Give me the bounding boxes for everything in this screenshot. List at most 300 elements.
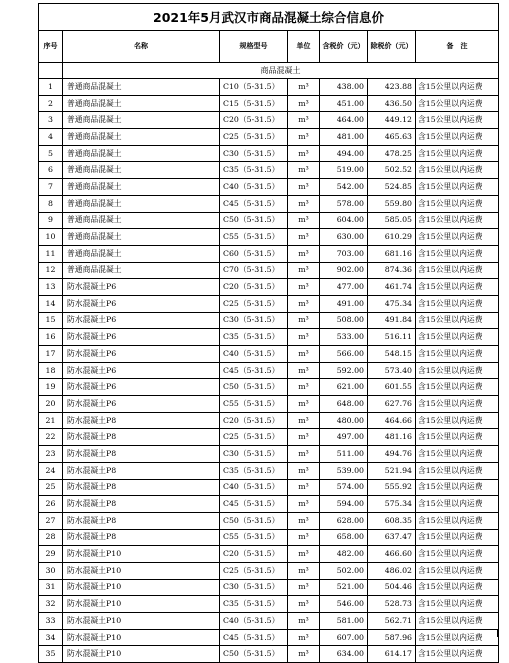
price-with-tax: 477.00: [320, 279, 368, 296]
material-name: 普通商品混凝土: [63, 95, 220, 112]
unit-cell: m³: [288, 295, 320, 312]
price-without-tax: 528.73: [368, 596, 416, 613]
spec-model: C10（5-31.5）: [220, 79, 288, 96]
spec-model: C25（5-31.5）: [220, 129, 288, 146]
header-note: 备 注: [416, 31, 499, 63]
row-number: 26: [39, 496, 63, 513]
row-number: 10: [39, 229, 63, 246]
unit-cell: m³: [288, 229, 320, 246]
table-row: [39, 112, 499, 129]
price-without-tax: 491.84: [368, 312, 416, 329]
price-without-tax: 575.34: [368, 496, 416, 513]
material-name: 防水混凝土P10: [63, 646, 220, 663]
unit-cell: m³: [288, 496, 320, 513]
price-without-tax: 449.12: [368, 112, 416, 129]
material-name: 普通商品混凝土: [63, 129, 220, 146]
material-name: 普通商品混凝土: [63, 262, 220, 279]
material-name: 防水混凝土P6: [63, 312, 220, 329]
table-row: [39, 579, 499, 596]
row-number: 2: [39, 95, 63, 112]
table-row: [39, 195, 499, 212]
unit-cell: m³: [288, 312, 320, 329]
price-without-tax: 587.96: [368, 629, 416, 646]
table-row: [39, 529, 499, 546]
spec-model: C60（5-31.5）: [220, 245, 288, 262]
material-name: 防水混凝土P10: [63, 629, 220, 646]
unit-cell: m³: [288, 379, 320, 396]
category-no-cell: [39, 63, 63, 79]
price-without-tax: 502.52: [368, 162, 416, 179]
unit-cell: m³: [288, 112, 320, 129]
material-name: 防水混凝土P8: [63, 496, 220, 513]
note-cell: 含15公里以内运费: [416, 295, 499, 312]
price-with-tax: 703.00: [320, 245, 368, 262]
header-name: 名称: [63, 31, 220, 63]
spec-model: C30（5-31.5）: [220, 145, 288, 162]
header-unit: 单位: [288, 31, 320, 63]
price-with-tax: 521.00: [320, 579, 368, 596]
material-name: 防水混凝土P10: [63, 546, 220, 563]
row-number: 11: [39, 245, 63, 262]
material-name: 普通商品混凝土: [63, 145, 220, 162]
spec-model: C55（5-31.5）: [220, 229, 288, 246]
stub-divider: [367, 629, 368, 637]
price-with-tax: 533.00: [320, 329, 368, 346]
table-row: [39, 245, 499, 262]
note-cell: 含15公里以内运费: [416, 112, 499, 129]
unit-cell: m³: [288, 346, 320, 363]
material-name: 防水混凝土P10: [63, 596, 220, 613]
spec-model: C45（5-31.5）: [220, 195, 288, 212]
note-cell: 含15公里以内运费: [416, 262, 499, 279]
material-name: 普通商品混凝土: [63, 245, 220, 262]
row-number: 32: [39, 596, 63, 613]
price-without-tax: 478.25: [368, 145, 416, 162]
material-name: 防水混凝土P10: [63, 562, 220, 579]
price-without-tax: 562.71: [368, 613, 416, 630]
unit-cell: m³: [288, 629, 320, 646]
table-row: [39, 329, 499, 346]
material-name: 防水混凝土P8: [63, 462, 220, 479]
price-without-tax: 481.16: [368, 429, 416, 446]
spec-model: C25（5-31.5）: [220, 429, 288, 446]
price-without-tax: 614.17: [368, 646, 416, 663]
table-row: [39, 446, 499, 463]
price-without-tax: 874.36: [368, 262, 416, 279]
table-row: [39, 613, 499, 630]
note-cell: 含15公里以内运费: [416, 229, 499, 246]
price-without-tax: 465.63: [368, 129, 416, 146]
material-name: 防水混凝土P6: [63, 279, 220, 296]
price-with-tax: 464.00: [320, 112, 368, 129]
unit-cell: m³: [288, 479, 320, 496]
note-cell: 含15公里以内运费: [416, 562, 499, 579]
spec-model: C50（5-31.5）: [220, 512, 288, 529]
stub-divider: [415, 629, 416, 637]
note-cell: 含15公里以内运费: [416, 596, 499, 613]
note-cell: 含15公里以内运费: [416, 145, 499, 162]
row-number: 17: [39, 346, 63, 363]
spec-model: C70（5-31.5）: [220, 262, 288, 279]
unit-cell: m³: [288, 579, 320, 596]
note-cell: 含15公里以内运费: [416, 162, 499, 179]
table-row: [39, 546, 499, 563]
unit-cell: m³: [288, 212, 320, 229]
note-cell: 含15公里以内运费: [416, 379, 499, 396]
row-number: 19: [39, 379, 63, 396]
stub-divider: [319, 629, 320, 637]
table-row: [39, 346, 499, 363]
material-name: 防水混凝土P8: [63, 446, 220, 463]
price-without-tax: 559.80: [368, 195, 416, 212]
price-with-tax: 502.00: [320, 562, 368, 579]
row-number: 9: [39, 212, 63, 229]
material-name: 普通商品混凝土: [63, 195, 220, 212]
material-name: 普通商品混凝土: [63, 112, 220, 129]
price-with-tax: 902.00: [320, 262, 368, 279]
row-number: 4: [39, 129, 63, 146]
table-row: [39, 162, 499, 179]
note-cell: 含15公里以内运费: [416, 279, 499, 296]
table-row: [39, 462, 499, 479]
price-without-tax: 504.46: [368, 579, 416, 596]
note-cell: 含15公里以内运费: [416, 479, 499, 496]
material-name: 普通商品混凝土: [63, 79, 220, 96]
row-number: 21: [39, 412, 63, 429]
spec-model: C40（5-31.5）: [220, 479, 288, 496]
row-number: 25: [39, 479, 63, 496]
price-with-tax: 628.00: [320, 512, 368, 529]
price-with-tax: 494.00: [320, 145, 368, 162]
price-without-tax: 524.85: [368, 179, 416, 196]
price-without-tax: 466.60: [368, 546, 416, 563]
note-cell: 含15公里以内运费: [416, 346, 499, 363]
row-number: 3: [39, 112, 63, 129]
row-number: 34: [39, 629, 63, 646]
spec-model: C20（5-31.5）: [220, 112, 288, 129]
material-name: 防水混凝土P10: [63, 579, 220, 596]
price-with-tax: 482.00: [320, 546, 368, 563]
table-row: [39, 312, 499, 329]
unit-cell: m³: [288, 195, 320, 212]
material-name: 防水混凝土P10: [63, 613, 220, 630]
row-number: 13: [39, 279, 63, 296]
unit-cell: m³: [288, 613, 320, 630]
price-with-tax: 658.00: [320, 529, 368, 546]
material-name: 防水混凝土P6: [63, 379, 220, 396]
row-number: 5: [39, 145, 63, 162]
spec-model: C40（5-31.5）: [220, 346, 288, 363]
material-name: 防水混凝土P6: [63, 396, 220, 413]
price-without-tax: 521.94: [368, 462, 416, 479]
spec-model: C40（5-31.5）: [220, 613, 288, 630]
table-row: [39, 646, 499, 663]
material-name: 防水混凝土P6: [63, 329, 220, 346]
spec-model: C45（5-31.5）: [220, 496, 288, 513]
unit-cell: m³: [288, 446, 320, 463]
material-name: 普通商品混凝土: [63, 162, 220, 179]
price-with-tax: 592.00: [320, 362, 368, 379]
spec-model: C40（5-31.5）: [220, 179, 288, 196]
price-with-tax: 511.00: [320, 446, 368, 463]
row-number: 33: [39, 613, 63, 630]
stub-divider: [219, 629, 220, 637]
price-with-tax: 519.00: [320, 162, 368, 179]
price-with-tax: 578.00: [320, 195, 368, 212]
spec-model: C35（5-31.5）: [220, 596, 288, 613]
price-with-tax: 508.00: [320, 312, 368, 329]
unit-cell: m³: [288, 596, 320, 613]
unit-cell: m³: [288, 512, 320, 529]
row-number: 12: [39, 262, 63, 279]
note-cell: 含15公里以内运费: [416, 245, 499, 262]
unit-cell: m³: [288, 129, 320, 146]
material-name: 普通商品混凝土: [63, 212, 220, 229]
table-row: [39, 596, 499, 613]
note-cell: 含15公里以内运费: [416, 579, 499, 596]
row-number: 6: [39, 162, 63, 179]
note-cell: 含15公里以内运费: [416, 629, 499, 646]
price-with-tax: 634.00: [320, 646, 368, 663]
price-without-tax: 627.76: [368, 396, 416, 413]
price-with-tax: 497.00: [320, 429, 368, 446]
row-number: 20: [39, 396, 63, 413]
price-with-tax: 574.00: [320, 479, 368, 496]
price-without-tax: 516.11: [368, 329, 416, 346]
price-without-tax: 464.66: [368, 412, 416, 429]
next-row-stub: [38, 629, 498, 637]
row-number: 24: [39, 462, 63, 479]
row-number: 7: [39, 179, 63, 196]
table-row: [39, 429, 499, 446]
spec-model: C15（5-31.5）: [220, 95, 288, 112]
spec-model: C30（5-31.5）: [220, 579, 288, 596]
price-without-tax: 461.74: [368, 279, 416, 296]
price-without-tax: 573.40: [368, 362, 416, 379]
price-with-tax: 648.00: [320, 396, 368, 413]
table-row: [39, 145, 499, 162]
header-spec: 规格型号: [220, 31, 288, 63]
spec-model: C25（5-31.5）: [220, 295, 288, 312]
table-row: [39, 279, 499, 296]
table-row: [39, 212, 499, 229]
note-cell: 含15公里以内运费: [416, 95, 499, 112]
unit-cell: m³: [288, 145, 320, 162]
category-row: [39, 63, 499, 79]
table-row: [39, 496, 499, 513]
row-number: 27: [39, 512, 63, 529]
price-with-tax: 438.00: [320, 79, 368, 96]
row-number: 16: [39, 329, 63, 346]
table-row: [39, 362, 499, 379]
spec-model: C50（5-31.5）: [220, 646, 288, 663]
row-number: 31: [39, 579, 63, 596]
spec-model: C45（5-31.5）: [220, 629, 288, 646]
row-number: 22: [39, 429, 63, 446]
price-without-tax: 608.35: [368, 512, 416, 529]
header-row: [39, 31, 499, 63]
unit-cell: m³: [288, 262, 320, 279]
note-cell: 含15公里以内运费: [416, 362, 499, 379]
note-cell: 含15公里以内运费: [416, 179, 499, 196]
note-cell: 含15公里以内运费: [416, 546, 499, 563]
unit-cell: m³: [288, 95, 320, 112]
price-with-tax: 480.00: [320, 412, 368, 429]
note-cell: 含15公里以内运费: [416, 512, 499, 529]
table-row: [39, 95, 499, 112]
stub-divider: [287, 629, 288, 637]
row-number: 8: [39, 195, 63, 212]
note-cell: 含15公里以内运费: [416, 79, 499, 96]
unit-cell: m³: [288, 79, 320, 96]
price-with-tax: 604.00: [320, 212, 368, 229]
table-row: [39, 129, 499, 146]
price-without-tax: 475.34: [368, 295, 416, 312]
unit-cell: m³: [288, 529, 320, 546]
price-with-tax: 621.00: [320, 379, 368, 396]
note-cell: 含15公里以内运费: [416, 462, 499, 479]
title-row: [39, 4, 499, 31]
material-name: 防水混凝土P8: [63, 412, 220, 429]
note-cell: 含15公里以内运费: [416, 195, 499, 212]
note-cell: 含15公里以内运费: [416, 396, 499, 413]
unit-cell: m³: [288, 162, 320, 179]
price-with-tax: 451.00: [320, 95, 368, 112]
price-without-tax: 637.47: [368, 529, 416, 546]
note-cell: 含15公里以内运费: [416, 529, 499, 546]
price-with-tax: 607.00: [320, 629, 368, 646]
spec-model: C20（5-31.5）: [220, 412, 288, 429]
table-row: [39, 396, 499, 413]
material-name: 防水混凝土P6: [63, 346, 220, 363]
row-number: 28: [39, 529, 63, 546]
unit-cell: m³: [288, 429, 320, 446]
table-row: [39, 562, 499, 579]
row-number: 35: [39, 646, 63, 663]
note-cell: 含15公里以内运费: [416, 613, 499, 630]
row-number: 23: [39, 446, 63, 463]
note-cell: 含15公里以内运费: [416, 129, 499, 146]
row-number: 30: [39, 562, 63, 579]
spec-model: C30（5-31.5）: [220, 446, 288, 463]
note-cell: 含15公里以内运费: [416, 212, 499, 229]
price-without-tax: 486.02: [368, 562, 416, 579]
table-row: [39, 412, 499, 429]
spec-model: C55（5-31.5）: [220, 529, 288, 546]
row-number: 18: [39, 362, 63, 379]
price-with-tax: 491.00: [320, 295, 368, 312]
note-cell: 含15公里以内运费: [416, 312, 499, 329]
table-row: [39, 179, 499, 196]
unit-cell: m³: [288, 362, 320, 379]
row-number: 1: [39, 79, 63, 96]
material-name: 防水混凝土P6: [63, 295, 220, 312]
spec-model: C50（5-31.5）: [220, 212, 288, 229]
header-price-tax: 含税价（元）: [320, 31, 368, 63]
price-without-tax: 494.76: [368, 446, 416, 463]
stub-divider: [62, 629, 63, 637]
unit-cell: m³: [288, 646, 320, 663]
price-with-tax: 581.00: [320, 613, 368, 630]
table-row: [39, 512, 499, 529]
price-with-tax: 594.00: [320, 496, 368, 513]
spec-model: C35（5-31.5）: [220, 329, 288, 346]
price-with-tax: 566.00: [320, 346, 368, 363]
spec-model: C20（5-31.5）: [220, 279, 288, 296]
spec-model: C35（5-31.5）: [220, 162, 288, 179]
price-with-tax: 546.00: [320, 596, 368, 613]
table-row: [39, 479, 499, 496]
unit-cell: m³: [288, 245, 320, 262]
spec-model: C50（5-31.5）: [220, 379, 288, 396]
spec-model: C30（5-31.5）: [220, 312, 288, 329]
header-price-notax: 除税价（元）: [368, 31, 416, 63]
spec-model: C45（5-31.5）: [220, 362, 288, 379]
price-without-tax: 610.29: [368, 229, 416, 246]
row-number: 29: [39, 546, 63, 563]
price-with-tax: 539.00: [320, 462, 368, 479]
price-with-tax: 542.00: [320, 179, 368, 196]
spec-model: C55（5-31.5）: [220, 396, 288, 413]
price-table: [38, 3, 499, 663]
spec-model: C20（5-31.5）: [220, 546, 288, 563]
unit-cell: m³: [288, 412, 320, 429]
material-name: 防水混凝土P6: [63, 362, 220, 379]
material-name: 防水混凝土P8: [63, 479, 220, 496]
unit-cell: m³: [288, 562, 320, 579]
material-name: 普通商品混凝土: [63, 179, 220, 196]
table-row: [39, 262, 499, 279]
note-cell: 含15公里以内运费: [416, 446, 499, 463]
note-cell: 含15公里以内运费: [416, 329, 499, 346]
spec-model: C25（5-31.5）: [220, 562, 288, 579]
unit-cell: m³: [288, 546, 320, 563]
price-without-tax: 555.92: [368, 479, 416, 496]
price-without-tax: 423.88: [368, 79, 416, 96]
price-without-tax: 601.55: [368, 379, 416, 396]
price-with-tax: 630.00: [320, 229, 368, 246]
material-name: 防水混凝土P8: [63, 512, 220, 529]
price-without-tax: 585.05: [368, 212, 416, 229]
material-name: 普通商品混凝土: [63, 229, 220, 246]
row-number: 14: [39, 295, 63, 312]
unit-cell: m³: [288, 462, 320, 479]
category-label: 商品混凝土: [63, 63, 499, 79]
table-row: [39, 295, 499, 312]
table-row: [39, 379, 499, 396]
page-title: 2021年5月武汉市商品混凝土综合信息价: [39, 4, 499, 31]
spec-model: C35（5-31.5）: [220, 462, 288, 479]
note-cell: 含15公里以内运费: [416, 429, 499, 446]
unit-cell: m³: [288, 396, 320, 413]
header-no: 序号: [39, 31, 63, 63]
price-without-tax: 548.15: [368, 346, 416, 363]
price-without-tax: 436.50: [368, 95, 416, 112]
table-row: [39, 79, 499, 96]
note-cell: 含15公里以内运费: [416, 412, 499, 429]
unit-cell: m³: [288, 179, 320, 196]
price-with-tax: 481.00: [320, 129, 368, 146]
price-without-tax: 681.16: [368, 245, 416, 262]
note-cell: 含15公里以内运费: [416, 646, 499, 663]
material-name: 防水混凝土P8: [63, 529, 220, 546]
note-cell: 含15公里以内运费: [416, 496, 499, 513]
material-name: 防水混凝土P8: [63, 429, 220, 446]
unit-cell: m³: [288, 279, 320, 296]
row-number: 15: [39, 312, 63, 329]
table-row: [39, 229, 499, 246]
unit-cell: m³: [288, 329, 320, 346]
